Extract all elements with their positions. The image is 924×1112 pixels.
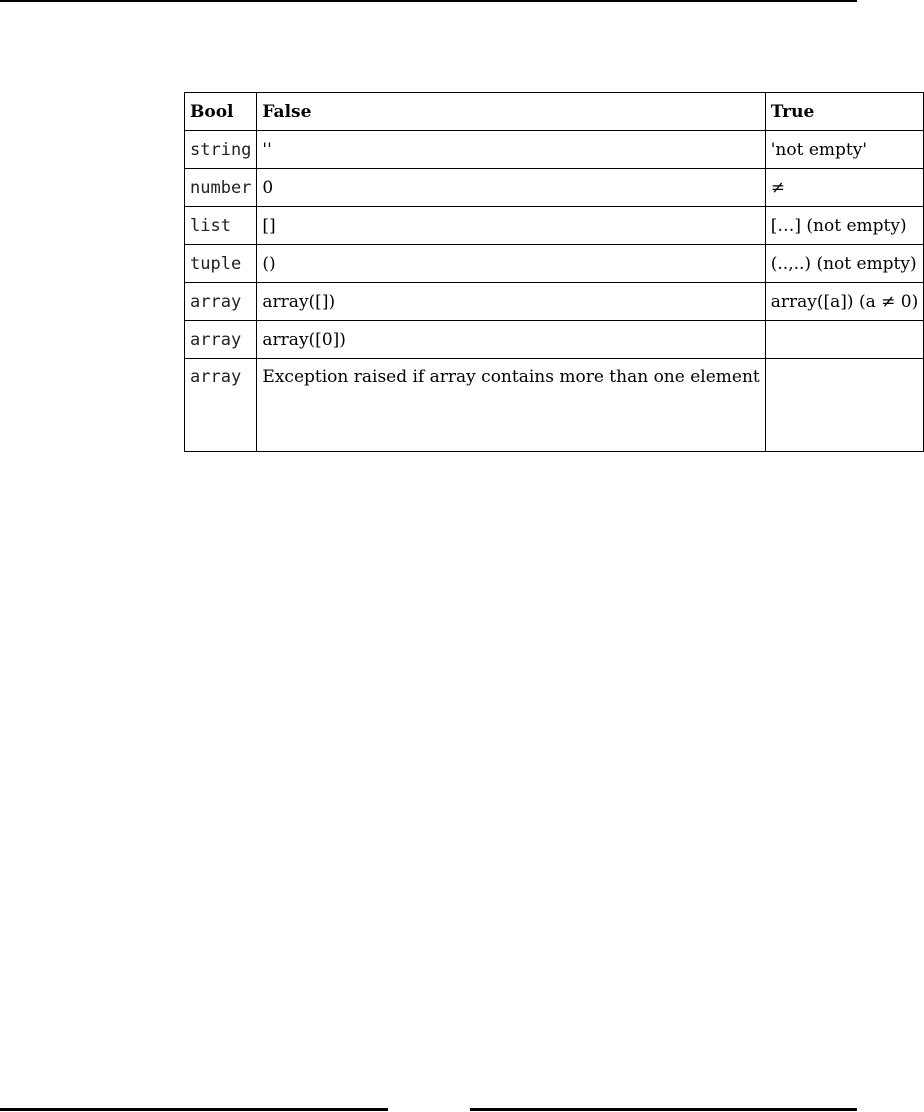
table-row bbox=[185, 131, 924, 169]
header-true: True bbox=[765, 93, 923, 131]
table-row bbox=[185, 245, 924, 283]
table-row bbox=[185, 321, 924, 359]
row-true-cell: (..,..) (not empty) bbox=[765, 245, 923, 283]
row-type-cell: string bbox=[185, 131, 257, 169]
row-type-cell: array bbox=[185, 321, 257, 359]
row-true-cell: array([a]) (a ≠ 0) bbox=[765, 283, 923, 321]
row-type-cell: array bbox=[185, 283, 257, 321]
bottom-rule-right bbox=[470, 1108, 857, 1111]
header-false: False bbox=[257, 93, 765, 131]
header-bool: Bool bbox=[185, 93, 257, 131]
row-true-cell: 'not empty' bbox=[765, 131, 923, 169]
row-true-cell bbox=[765, 359, 923, 452]
row-false-cell: Exception raised if array contains more than one element bbox=[257, 359, 765, 452]
row-false-cell: () bbox=[257, 245, 765, 283]
row-true-cell: […] (not empty) bbox=[765, 207, 923, 245]
row-type-cell: array bbox=[185, 359, 257, 452]
table-row bbox=[185, 169, 924, 207]
top-rule bbox=[0, 0, 857, 2]
bottom-rule-left bbox=[0, 1108, 388, 1111]
row-false-cell: 0 bbox=[257, 169, 765, 207]
row-type-cell: number bbox=[185, 169, 257, 207]
row-false-cell: '' bbox=[257, 131, 765, 169]
table-row bbox=[185, 207, 924, 245]
row-true-cell bbox=[765, 321, 923, 359]
table-row bbox=[185, 283, 924, 321]
table-header-row bbox=[185, 93, 924, 131]
row-true-cell: ≠ bbox=[765, 169, 923, 207]
row-type-cell: tuple bbox=[185, 245, 257, 283]
table-row bbox=[185, 359, 924, 452]
row-false-cell: [] bbox=[257, 207, 765, 245]
row-false-cell: array([0]) bbox=[257, 321, 765, 359]
row-type-cell: list bbox=[185, 207, 257, 245]
bool-truth-table bbox=[184, 92, 924, 452]
row-false-cell: array([]) bbox=[257, 283, 765, 321]
